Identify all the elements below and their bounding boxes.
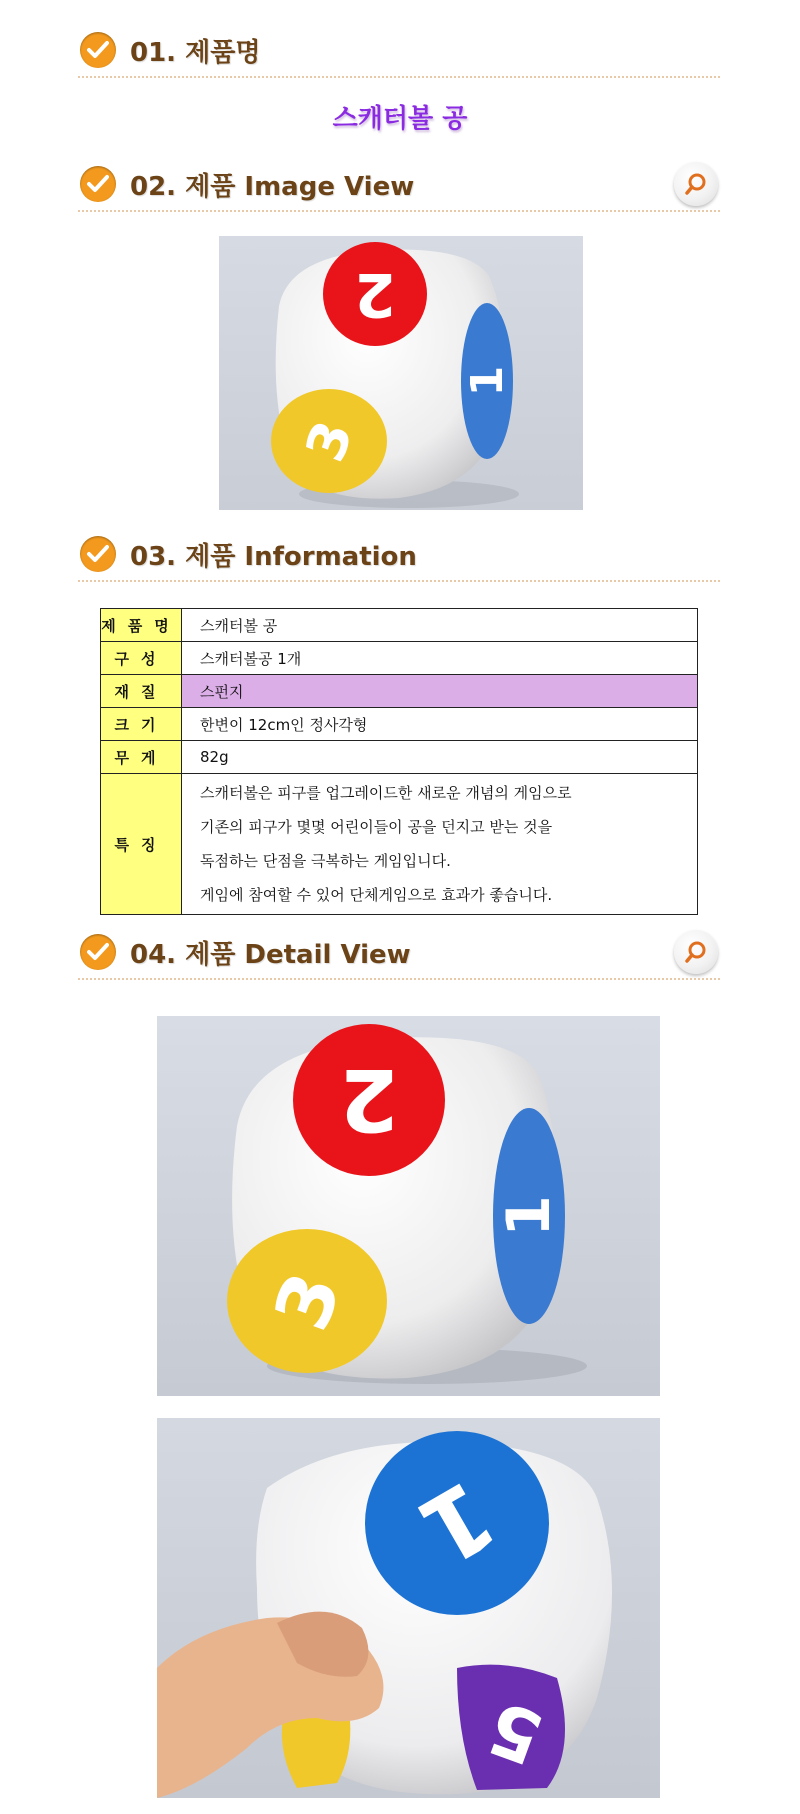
row-label: 제품명 — [101, 609, 182, 642]
product-info-table — [100, 608, 698, 915]
photo-number: 2 — [354, 259, 396, 329]
feature-line: 독점하는 단점을 극복하는 게임입니다. — [200, 852, 451, 870]
magnifier-icon — [684, 172, 708, 196]
section-divider — [78, 978, 720, 980]
row-label: 재질 — [101, 675, 182, 708]
section-header-product-name — [78, 26, 720, 72]
zoom-button[interactable] — [674, 162, 718, 206]
photo-number: 1 — [494, 1195, 564, 1237]
section-title: 01. 제품명 — [130, 38, 261, 68]
product-detail-image-2 — [157, 1418, 660, 1798]
row-value: 스캐터볼 공 — [182, 609, 698, 642]
check-icon — [80, 166, 116, 202]
check-icon — [80, 536, 116, 572]
row-value: 한변이 12cm인 정사각형 — [182, 708, 698, 741]
photo-number: 2 — [339, 1049, 399, 1149]
photo-number: 1 — [462, 365, 513, 397]
section-title: 04. 제품 Detail View — [130, 940, 411, 970]
row-label: 무게 — [101, 741, 182, 774]
section-divider — [78, 580, 720, 582]
row-label: 특징 — [101, 774, 182, 915]
product-name: 스캐터볼 공 — [332, 104, 468, 134]
row-label: 구성 — [101, 642, 182, 675]
row-label: 크기 — [101, 708, 182, 741]
table-row — [101, 675, 698, 708]
zoom-button[interactable] — [674, 930, 718, 974]
section-divider — [78, 210, 720, 212]
feature-line: 스캐터볼은 피구를 업그레이드한 새로운 개념의 게임으로 — [200, 784, 572, 802]
section-title: 03. 제품 Information — [130, 542, 417, 572]
section-header-image-view — [78, 160, 720, 206]
table-row — [101, 741, 698, 774]
photo-number: 3 — [293, 412, 366, 470]
product-image-main — [219, 236, 583, 510]
section-header-detail-view — [78, 928, 720, 974]
product-detail-image-1 — [157, 1016, 660, 1396]
section-title: 02. 제품 Image View — [130, 172, 415, 202]
row-value: 스캐터볼공 1개 — [182, 642, 698, 675]
table-row — [101, 609, 698, 642]
row-value: 스펀지 — [182, 675, 698, 708]
feature-line: 게임에 참여할 수 있어 단체게임으로 효과가 좋습니다. — [200, 886, 553, 904]
section-header-information — [78, 530, 720, 576]
check-icon — [80, 32, 116, 68]
photo-number: 1 — [400, 1458, 512, 1586]
photo-number: 3 — [256, 1261, 359, 1342]
table-row — [101, 642, 698, 675]
magnifier-icon — [684, 940, 708, 964]
photo-number: 5 — [477, 1684, 554, 1781]
table-row — [101, 774, 698, 915]
feature-line: 기존의 피구가 몇몇 어린이들이 공을 던지고 받는 것을 — [200, 818, 553, 836]
features-cell — [182, 774, 698, 915]
section-divider — [78, 76, 720, 78]
row-value: 82g — [182, 741, 698, 774]
table-row — [101, 708, 698, 741]
check-icon — [80, 934, 116, 970]
